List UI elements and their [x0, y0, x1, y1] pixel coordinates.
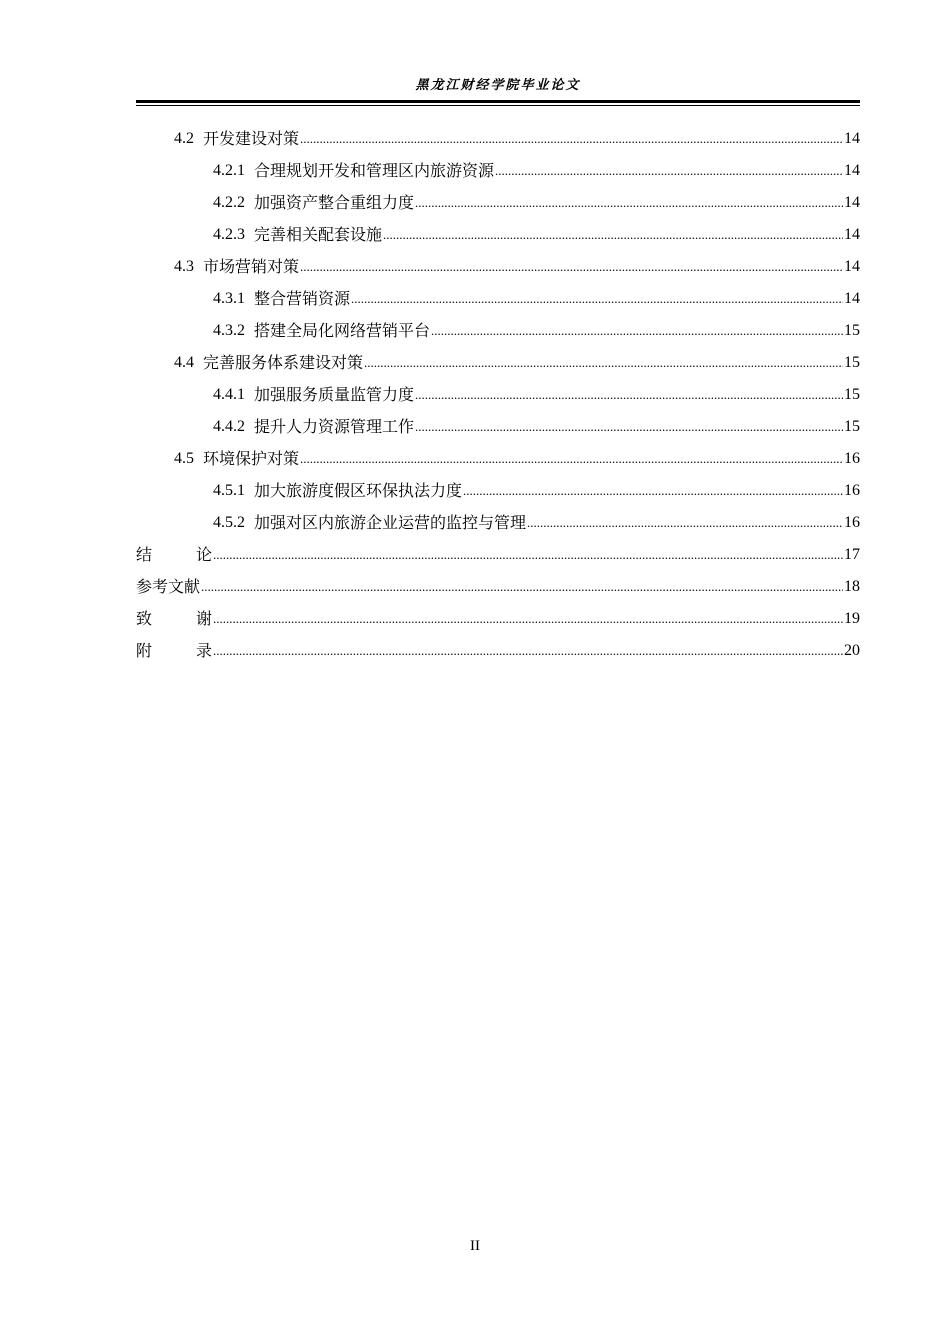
toc-leader-dots	[463, 481, 843, 501]
toc-leader-dots	[415, 417, 843, 437]
toc-entry-number: 4.4.2	[213, 418, 245, 435]
toc-entry[interactable]	[136, 181, 860, 213]
toc-entry-page: 14	[844, 162, 860, 179]
header-title: 黑龙江财经学院毕业论文	[415, 78, 581, 93]
toc-entry-title: 完善服务体系建设对策	[203, 353, 364, 372]
page-number: II	[470, 1238, 480, 1254]
toc-entry-title: 合理规划开发和管理区内旅游资源	[254, 161, 495, 180]
toc-entry-title: 结论	[136, 545, 212, 564]
page-header	[136, 74, 860, 106]
toc-entry-page: 14	[844, 226, 860, 243]
toc-leader-dots	[415, 385, 843, 405]
toc-entry-title: 加强资产整合重组力度	[254, 193, 415, 212]
toc-entry[interactable]	[136, 149, 860, 181]
toc-entry-number: 4.2.1	[213, 162, 245, 179]
toc-entry-title: 完善相关配套设施	[254, 225, 383, 244]
toc-entry-title: 开发建设对策	[203, 129, 300, 148]
toc-entry[interactable]	[136, 309, 860, 341]
toc-entry-page: 14	[844, 290, 860, 307]
toc-entry-page: 14	[844, 258, 860, 275]
toc-entry[interactable]	[136, 405, 860, 437]
toc-entry-number: 4.4	[174, 354, 194, 371]
toc-entry-page: 15	[844, 418, 860, 435]
toc-entry-number: 4.5.1	[213, 482, 245, 499]
toc-entry-number: 4.2.3	[213, 226, 245, 243]
toc-leader-dots	[300, 449, 843, 469]
toc-entry-title: 参考文献	[136, 577, 201, 596]
toc-entry-number: 4.2	[174, 130, 194, 147]
toc-entry-number: 4.3	[174, 258, 194, 275]
toc-entry-page: 14	[844, 194, 860, 211]
toc-entry-acknowledgements[interactable]	[136, 597, 860, 629]
toc-entry[interactable]	[136, 469, 860, 501]
toc-entry-number: 4.2.2	[213, 194, 245, 211]
toc-leader-dots	[364, 353, 843, 373]
toc-entry[interactable]	[136, 373, 860, 405]
toc-leader-dots	[213, 641, 843, 661]
toc-entry-title: 加强服务质量监管力度	[254, 385, 415, 404]
toc-entry-page: 18	[844, 578, 860, 595]
toc-entry-appendix[interactable]	[136, 629, 860, 661]
toc-entry-title: 加强对区内旅游企业运营的监控与管理	[254, 513, 527, 532]
toc-entry[interactable]	[136, 501, 860, 533]
toc-entry-title: 提升人力资源管理工作	[254, 417, 415, 436]
toc-entry-title: 加大旅游度假区环保执法力度	[254, 481, 463, 500]
toc-entry[interactable]	[136, 277, 860, 309]
toc-leader-dots	[415, 193, 843, 213]
toc-leader-dots	[300, 129, 843, 149]
table-of-contents	[136, 117, 860, 661]
toc-entry-title: 搭建全局化网络营销平台	[254, 321, 431, 340]
toc-entry-page: 15	[844, 386, 860, 403]
toc-entry-number: 4.4.1	[213, 386, 245, 403]
header-rule-thick	[136, 100, 860, 103]
toc-entry-title: 环境保护对策	[203, 449, 300, 468]
toc-leader-dots	[300, 257, 843, 277]
toc-entry[interactable]	[136, 213, 860, 245]
toc-entry[interactable]	[136, 117, 860, 149]
toc-entry[interactable]	[136, 245, 860, 277]
toc-leader-dots	[351, 289, 843, 309]
toc-entry-page: 16	[844, 482, 860, 499]
toc-entry-references[interactable]	[136, 565, 860, 597]
toc-entry-page: 15	[844, 322, 860, 339]
toc-entry-title: 整合营销资源	[254, 289, 351, 308]
toc-entry-number: 4.5.2	[213, 514, 245, 531]
toc-entry-page: 20	[844, 642, 860, 659]
toc-entry-page: 17	[844, 546, 860, 563]
toc-leader-dots	[383, 225, 843, 245]
toc-entry-title: 致谢	[136, 609, 212, 628]
toc-leader-dots	[495, 161, 843, 181]
toc-entry-page: 16	[844, 514, 860, 531]
toc-leader-dots	[527, 513, 843, 533]
toc-entry-title: 附录	[136, 641, 212, 660]
toc-entry[interactable]	[136, 341, 860, 373]
toc-entry-page: 19	[844, 610, 860, 627]
toc-leader-dots	[201, 577, 843, 597]
toc-entry[interactable]	[136, 437, 860, 469]
toc-entry-number: 4.3.1	[213, 290, 245, 307]
toc-leader-dots	[213, 545, 843, 565]
toc-entry-number: 4.3.2	[213, 322, 245, 339]
toc-leader-dots	[431, 321, 843, 341]
toc-leader-dots	[213, 609, 843, 629]
toc-entry-number: 4.5	[174, 450, 194, 467]
toc-entry-conclusion[interactable]	[136, 533, 860, 565]
header-rule-thin	[136, 105, 860, 106]
toc-entry-page: 16	[844, 450, 860, 467]
toc-entry-title: 市场营销对策	[203, 257, 300, 276]
toc-entry-page: 15	[844, 354, 860, 371]
toc-entry-page: 14	[844, 130, 860, 147]
